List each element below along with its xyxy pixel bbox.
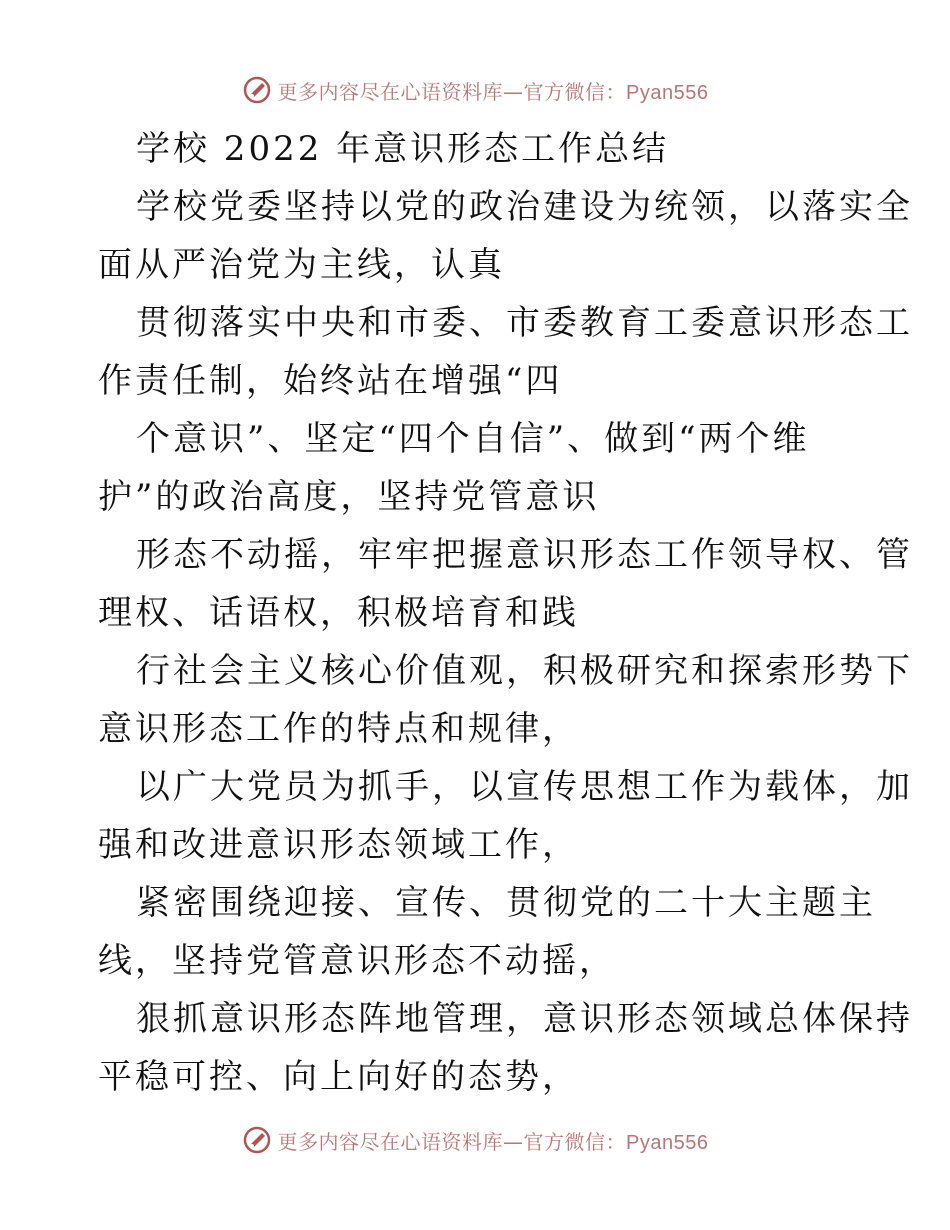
paragraph-line: 行社会主义核心价值观，积极研究和探索形势下 (136, 651, 913, 691)
watermark-text: 更多内容尽在心语资料库—官方微信：Pyan556 (277, 79, 709, 104)
paragraph-line: 以广大党员为抓手，以宣传思想工作为载体，加 (136, 767, 913, 807)
watermark-footer (0, 1120, 950, 1160)
paragraph-line: 学校党委坚持以党的政治建设为统领，以落实全 (136, 187, 913, 227)
paragraph-line: 护”的政治高度，坚持党管意识 (98, 477, 600, 517)
paragraph-line: 贯彻落实中央和市委、市委教育工委意识形态工 (136, 303, 913, 343)
paragraph-line: 强和改进意识形态领域工作， (98, 825, 579, 865)
paragraph-line: 紧密围绕迎接、宣传、贯彻党的二十大主题主 (136, 883, 876, 923)
paragraph-line: 形态不动摇，牢牢把握意识形态工作领导权、管 (136, 535, 913, 575)
paragraph-line: 意识形态工作的特点和规律， (98, 709, 579, 749)
watermark-wechat-id: Pyan556 (626, 81, 709, 104)
paragraph-line: 平稳可控、向上向好的态势， (98, 1057, 579, 1097)
paragraph-line: 线，坚持党管意识形态不动摇， (98, 941, 616, 981)
document-title: 学校 2022 年意识形态工作总结 (136, 129, 670, 169)
paragraph-line: 理权、话语权，积极培育和践 (98, 593, 579, 633)
watermark-text: 更多内容尽在心语资料库—官方微信：Pyan556 (277, 1129, 709, 1154)
watermark-wechat-id: Pyan556 (626, 1131, 709, 1154)
paragraph-line: 个意识”、坚定“四个自信”、做到“两个维 (136, 419, 810, 459)
xinyu-logo-icon (242, 1125, 272, 1155)
paragraph-line: 狠抓意识形态阵地管理，意识形态领域总体保持 (136, 999, 913, 1039)
watermark-header (0, 70, 950, 110)
paragraph-line: 作责任制，始终站在增强“四 (98, 361, 563, 401)
document-body (98, 120, 913, 1106)
paragraph-line: 面从严治党为主线，认真 (98, 245, 505, 285)
xinyu-logo-icon (242, 75, 272, 105)
